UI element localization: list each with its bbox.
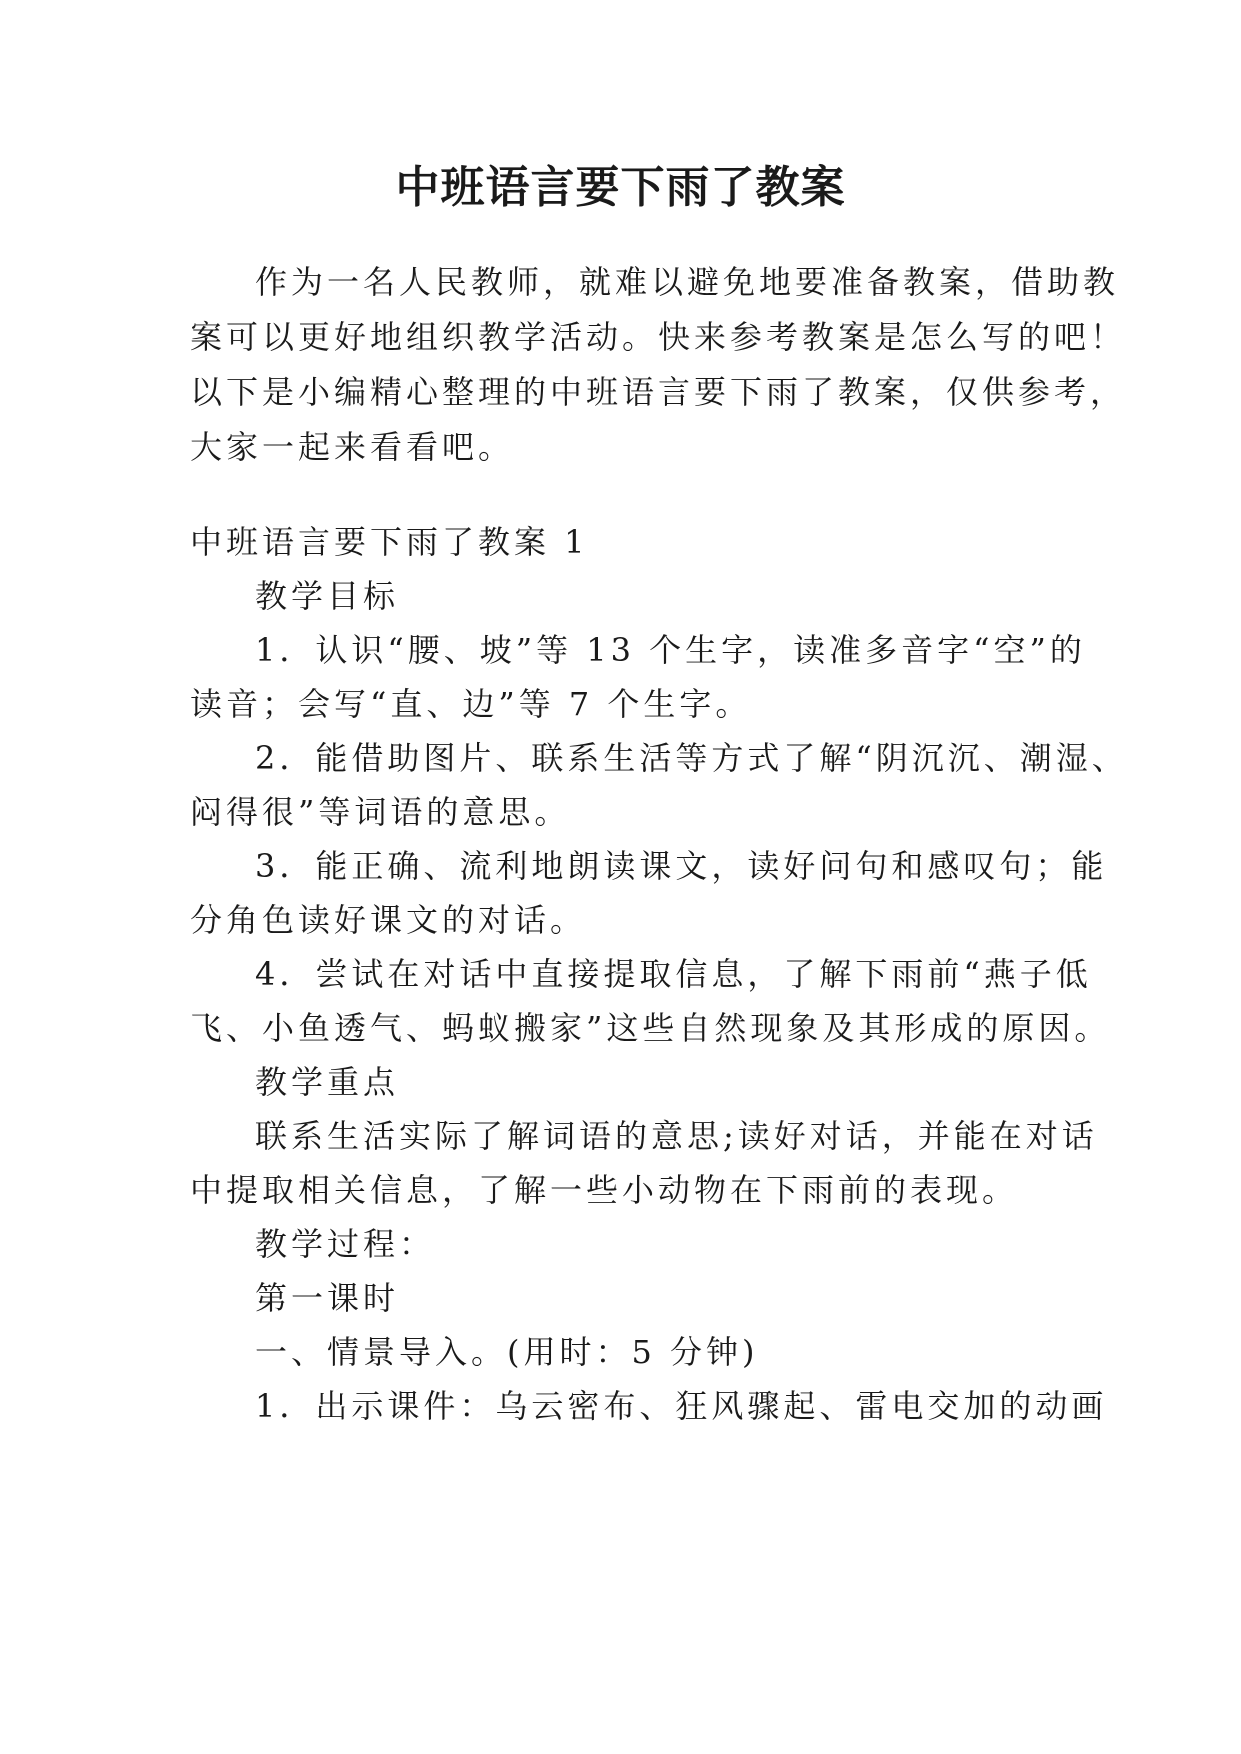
section-heading: 中班语言要下雨了教案 1 [190,523,589,561]
intro-line-2: 案可以更好地组织教学活动。快来参考教案是怎么写的吧！ [190,318,1127,356]
intro-line-4: 大家一起来看看吧。 [190,428,515,466]
objective-1-line-2: 读音；会写“直、边”等 7 个生字。 [190,685,752,723]
objective-2-line-2: 闷得很”等词语的意思。 [190,793,571,831]
intro-line-3: 以下是小编精心整理的中班语言要下雨了教案，仅供参考， [190,373,1127,411]
key-points-line-1: 联系生活实际了解词语的意思;读好对话，并能在对话 [255,1117,1098,1155]
step-1-line: 1．出示课件：乌云密布、狂风骤起、雷电交加的动画 [255,1387,1108,1425]
subheading-process: 教学过程： [255,1225,436,1263]
key-points-line-2: 中提取相关信息，了解一些小动物在下雨前的表现。 [190,1171,1019,1209]
subheading-key-points: 教学重点 [255,1063,400,1101]
step-intro-heading: 一、情景导入。(用时：5 分钟) [255,1333,759,1371]
subheading-first-lesson: 第一课时 [255,1279,400,1317]
objective-3-line-1: 3．能正确、流利地朗读课文，读好问句和感叹句；能 [255,847,1108,885]
objective-2-line-1: 2．能借助图片、联系生活等方式了解“阴沉沉、潮湿、 [255,739,1128,777]
objective-3-line-2: 分角色读好课文的对话。 [190,901,587,939]
document-title: 中班语言要下雨了教案 [395,162,846,213]
objective-4-line-2: 飞、小鱼透气、蚂蚁搬家”这些自然现象及其形成的原因。 [190,1009,1111,1047]
subheading-objectives: 教学目标 [255,577,400,615]
intro-line-1: 作为一名人民教师，就难以避免地要准备教案，借助教 [255,263,1120,301]
objective-4-line-1: 4．尝试在对话中直接提取信息，了解下雨前“燕子低 [255,955,1092,993]
objective-1-line-1: 1．认识“腰、坡”等 13 个生字，读准多音字“空”的 [255,631,1086,669]
